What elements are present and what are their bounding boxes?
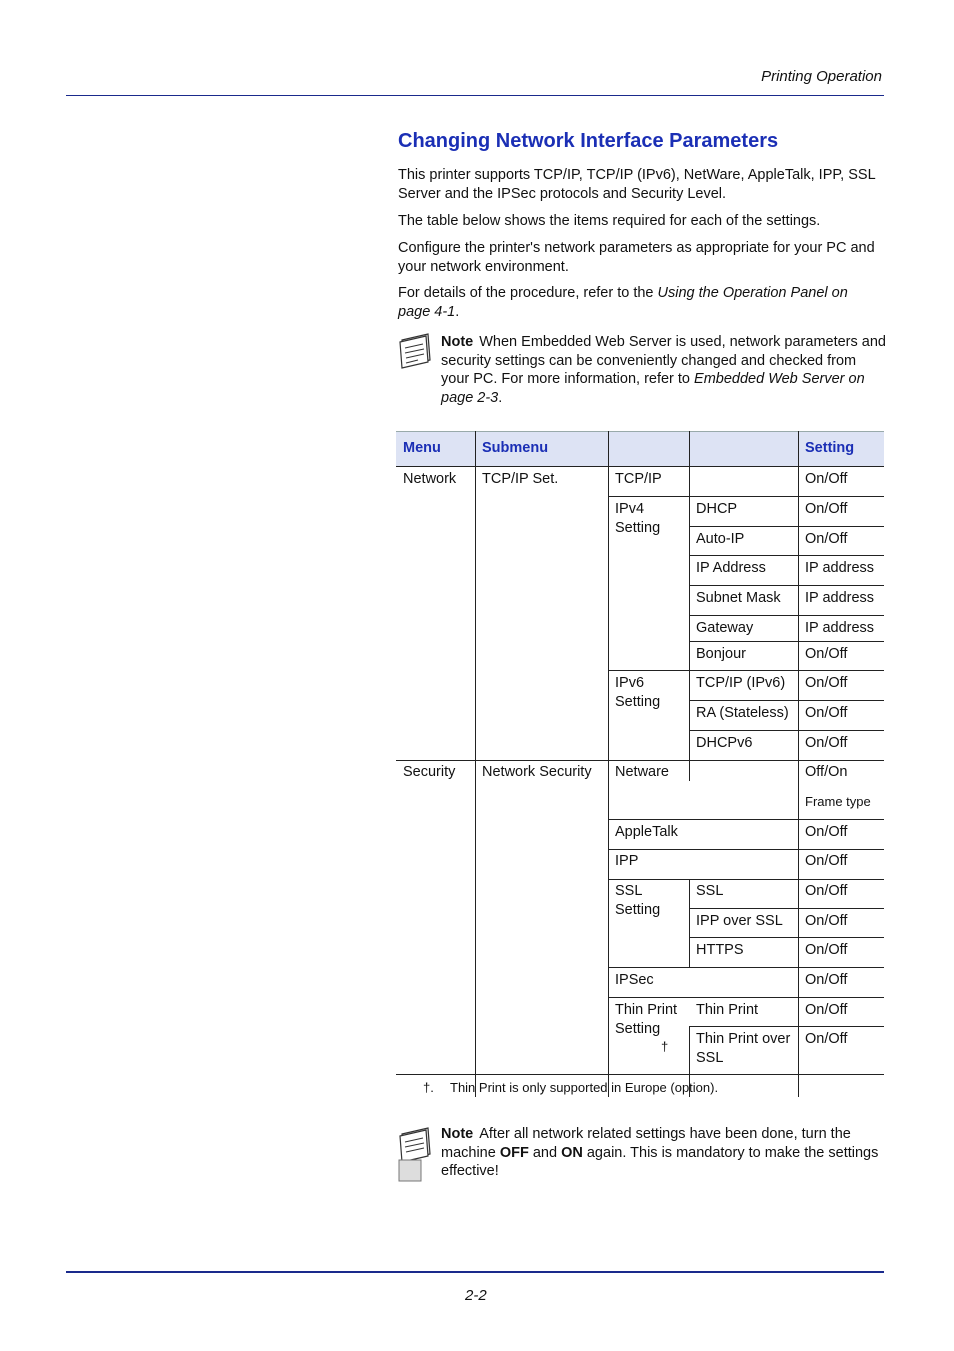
row-rule [689, 700, 884, 701]
row-rule [396, 760, 884, 761]
footer-rule [66, 1271, 884, 1273]
cell-dhcp-value: On/Off [805, 501, 848, 517]
note-icon [398, 1124, 434, 1182]
cell-thin-print-setting: Thin Print Setting [615, 1002, 678, 1037]
header-menu: Menu [403, 440, 441, 456]
table-intro-paragraph: The table below shows the items required for each of the settings. [398, 213, 821, 229]
details-suffix: . [455, 303, 460, 320]
cell-thin-print: Thin Print [696, 1002, 759, 1018]
cell-subnet-mask: Subnet Mask [696, 590, 781, 606]
cell-appletalk: AppleTalk [615, 824, 678, 840]
cell-appletalk-value: On/Off [805, 824, 848, 840]
cell-ip-address-value: IP address [805, 560, 875, 576]
details-reference-link[interactable]: Using the Operation Panel on page 4-1 [398, 285, 848, 320]
row-rule [689, 585, 884, 586]
cell-ipp-over-ssl-value: On/Off [805, 913, 848, 929]
network-settings-table [396, 431, 884, 1097]
cell-network-security: Network Security [482, 764, 592, 780]
cell-subnet-mask-value: IP address [805, 590, 875, 606]
row-rule [689, 641, 884, 642]
row-rule [608, 849, 884, 850]
cell-thin-print-dagger: † [661, 1039, 669, 1054]
cell-tcpip-set: TCP/IP Set. [482, 471, 559, 487]
row-rule [608, 967, 884, 968]
row-rule [396, 1074, 884, 1075]
details-prefix: For details of the procedure, refer to the [398, 285, 658, 301]
cell-thin-print-over-ssl-value: On/Off [805, 1031, 848, 1047]
cell-ipsec: IPSec [615, 972, 654, 988]
cell-auto-ip: Auto-IP [696, 531, 745, 547]
details-paragraph [398, 284, 884, 321]
col-rule-3-netware [689, 760, 690, 781]
configure-paragraph: Configure the printer's network parameters as appropriate for your PC and your network environment. [398, 240, 875, 275]
cell-ip-address: IP Address [696, 560, 766, 576]
header-setting: Setting [805, 440, 855, 456]
row-rule [608, 819, 884, 820]
note-reference-link[interactable]: Embedded Web Server on page 2-3 [441, 371, 865, 406]
row-rule [689, 908, 884, 909]
cell-menu-security: Security [403, 764, 456, 780]
footnote-mark: †. [423, 1080, 434, 1095]
cell-https: HTTPS [696, 942, 744, 958]
cell-ra-stateless: RA (Stateless) [696, 705, 789, 721]
row-rule [608, 496, 884, 497]
cell-gateway: Gateway [696, 620, 754, 636]
note-and: and [528, 1144, 562, 1161]
cell-tcpip-value: On/Off [805, 471, 848, 487]
note-embedded-web-server [441, 333, 886, 407]
section-heading: Changing Network Interface Parameters [398, 130, 779, 152]
row-rule [689, 526, 884, 527]
note-on-keyword: ON [561, 1144, 583, 1161]
header-submenu: Submenu [482, 440, 549, 456]
note-label: Note [441, 1126, 474, 1142]
cell-ipp-over-ssl: IPP over SSL [696, 913, 783, 929]
cell-netware: Netware [615, 764, 669, 780]
row-rule [689, 615, 884, 616]
cell-bonjour-value: On/Off [805, 646, 848, 662]
row-rule [608, 879, 884, 880]
cell-https-value: On/Off [805, 942, 848, 958]
row-rule [396, 466, 884, 467]
col-rule-3-head [689, 431, 690, 466]
row-rule [608, 997, 884, 998]
col-rule-1 [475, 431, 476, 1097]
cell-frame-type: Frame type [805, 794, 871, 809]
note-label: Note [441, 334, 474, 350]
cell-netware-value: Off/On [805, 764, 848, 780]
note-body-start: After all network related settings have been done, turn the machine [441, 1126, 851, 1161]
cell-ssl-setting: SSL Setting [615, 883, 661, 918]
cell-thin-print-value: On/Off [805, 1002, 848, 1018]
intro-paragraph: This printer supports TCP/IP, TCP/IP (IPv6), NetWare, AppleTalk, IPP, SSL Server and the IPSec protocols and Security Level. [398, 167, 876, 202]
row-rule [689, 1026, 884, 1027]
cell-auto-ip-value: On/Off [805, 531, 848, 547]
note-off-keyword: OFF [499, 1144, 529, 1161]
table-header-row [396, 431, 884, 467]
cell-ssl: SSL [696, 883, 724, 899]
col-rule-3-network [689, 466, 690, 781]
cell-tcpip: TCP/IP [615, 471, 662, 487]
cell-tcpip-ipv6-value: On/Off [805, 675, 848, 691]
cell-gateway-value: IP address [805, 620, 875, 636]
note-body: When Embedded Web Server is used, network parameters and security settings can be conveniently changed and checked from your PC. For more information, refer to [441, 334, 886, 387]
cell-ipsec-value: On/Off [805, 972, 848, 988]
note-restart-machine [441, 1125, 886, 1181]
cell-menu-network: Network [403, 471, 457, 487]
cell-tcpip-ipv6: TCP/IP (IPv6) [696, 675, 786, 691]
cell-dhcpv6: DHCPv6 [696, 735, 753, 751]
row-rule [689, 555, 884, 556]
cell-bonjour: Bonjour [696, 646, 746, 662]
row-rule [689, 937, 884, 938]
page-number: 2-2 [465, 1287, 487, 1304]
note-body-end: again. This is mandatory to make the settings effective! [441, 1144, 879, 1179]
row-rule [608, 670, 884, 671]
footnote-text: Thin Print is only supported in Europe (option). [450, 1080, 719, 1095]
cell-ssl-value: On/Off [805, 883, 848, 899]
note-suffix: . [498, 389, 503, 406]
col-rule-3-ssl [689, 879, 690, 967]
cell-ipp: IPP [615, 853, 639, 869]
cell-dhcp: DHCP [696, 501, 738, 517]
cell-ra-stateless-value: On/Off [805, 705, 848, 721]
header-rule [66, 95, 884, 96]
cell-thin-print-over-ssl: Thin Print over SSL [696, 1031, 791, 1066]
cell-dhcpv6-value: On/Off [805, 735, 848, 751]
cell-ipv4-setting: IPv4 Setting [615, 501, 661, 536]
note-icon [398, 330, 434, 370]
cell-ipp-value: On/Off [805, 853, 848, 869]
cell-ipv6-setting: IPv6 Setting [615, 675, 661, 710]
row-rule [689, 730, 884, 731]
running-header: Printing Operation [761, 68, 882, 85]
